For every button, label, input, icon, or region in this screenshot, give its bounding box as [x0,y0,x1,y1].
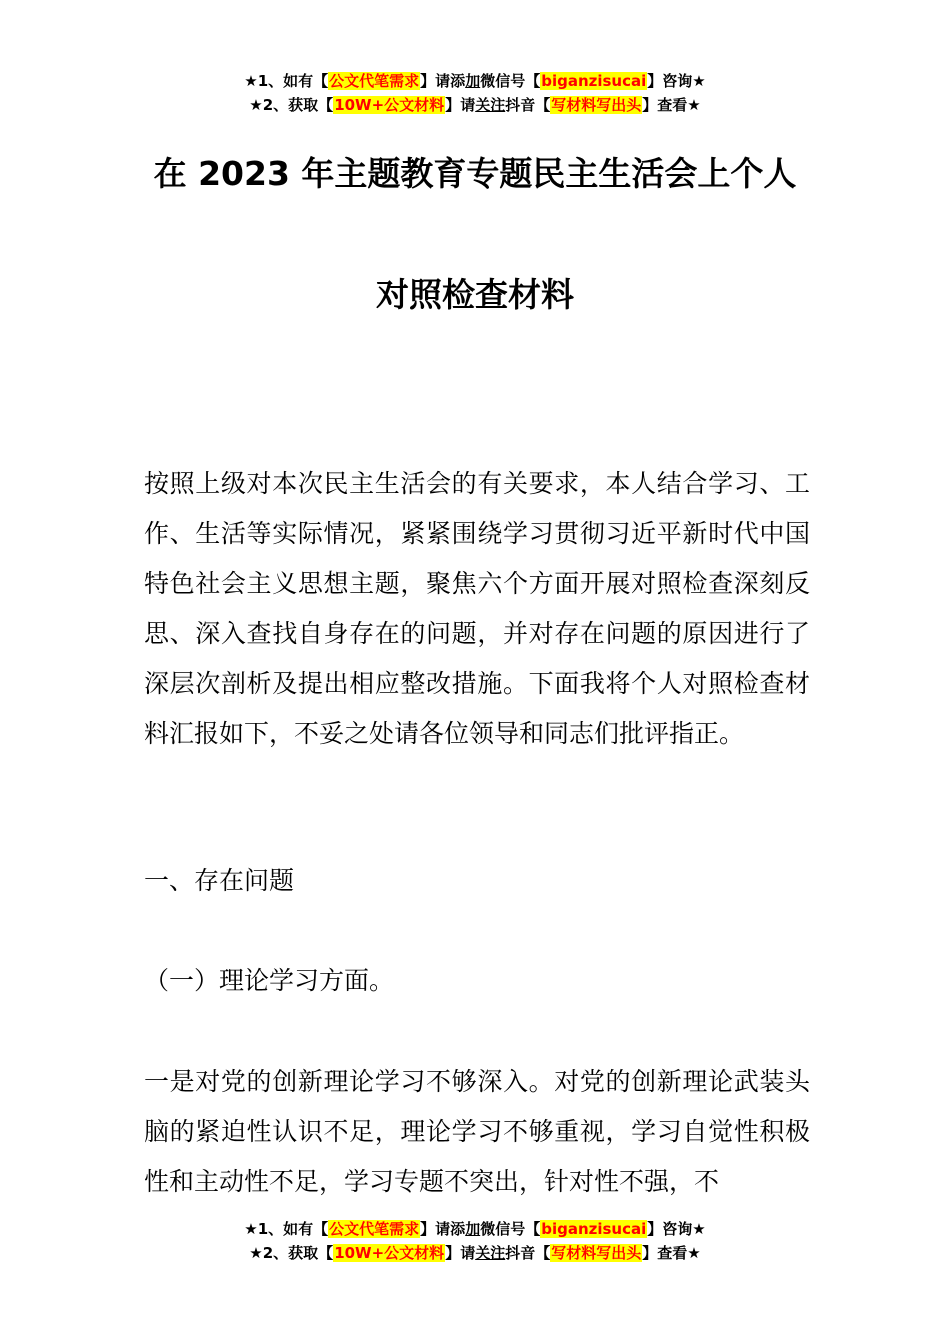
banner-text: 】请 [445,1244,476,1262]
banner-text: 】请添 [420,72,466,90]
footer-banner [0,1217,950,1265]
banner-underlined-text: 关注 [475,1244,506,1262]
banner-highlight: 写材料写出头 [551,96,642,114]
banner-line-1 [0,1217,950,1241]
banner-text: 微信号【 [480,72,541,90]
banner-underlined-text: 加 [465,1220,481,1238]
banner-highlight: 公文代笔需求 [329,72,420,90]
banner-highlight: biganzisucai [541,72,647,90]
banner-text: 】查看★ [642,96,701,114]
banner-underlined-text: 关注 [475,96,506,114]
banner-text: ★1、如有【 [244,1220,329,1238]
banner-line-2 [0,1241,950,1265]
banner-text: 】咨询★ [647,72,706,90]
banner-text: 抖音【 [505,96,551,114]
banner-text: 微信号【 [480,1220,541,1238]
banner-highlight: 公文代笔需求 [329,1220,420,1238]
banner-underlined-text: 加 [465,72,481,90]
banner-text: 抖音【 [505,1244,551,1262]
intro-paragraph: 按照上级对本次民主生活会的有关要求，本人结合学习、工作、生活等实际情况，紧紧围绕学习贯彻习近平新时代中国特色社会主义思想主题，聚焦六个方面开展对照检查深刻反思、深入查找自身存在的问题，并对存在问题的原因进行了深层次剖析及提出相应整改措施。下面我将个人对照检查材料汇报如下，不妥之处请各位领导和同志们批评指正。 [144,469,810,748]
banner-text: 】请 [445,96,476,114]
point-paragraph: 一是对党的创新理论学习不够深入。对党的创新理论武装头脑的紧迫性认识不足，理论学习不够重视，学习自觉性积极性和主动性不足，学习专题不突出，针对性不强，不 [144,1067,810,1196]
banner-text: ★2、获取【 [249,96,334,114]
banner-highlight: 写材料写出头 [551,1244,642,1262]
document-title-line-1: 在 2023 年主题教育专题民主生活会上个人 [153,154,797,193]
banner-highlight: biganzisucai [541,1220,647,1238]
banner-highlight: 10W+公文材料 [334,1244,445,1262]
banner-text: ★2、获取【 [249,1244,334,1262]
banner-text: ★1、如有【 [244,72,329,90]
banner-highlight: 10W+公文材料 [334,96,445,114]
banner-line-2 [0,93,950,117]
banner-text: 】请添 [420,1220,466,1238]
subsection-heading: （一）理论学习方面。 [144,966,395,995]
banner-text: 】咨询★ [647,1220,706,1238]
section-heading: 一、存在问题 [144,866,295,895]
header-banner [0,69,950,117]
banner-line-1 [0,69,950,93]
document-title-line-2: 对照检查材料 [376,275,574,314]
banner-text: 】查看★ [642,1244,701,1262]
